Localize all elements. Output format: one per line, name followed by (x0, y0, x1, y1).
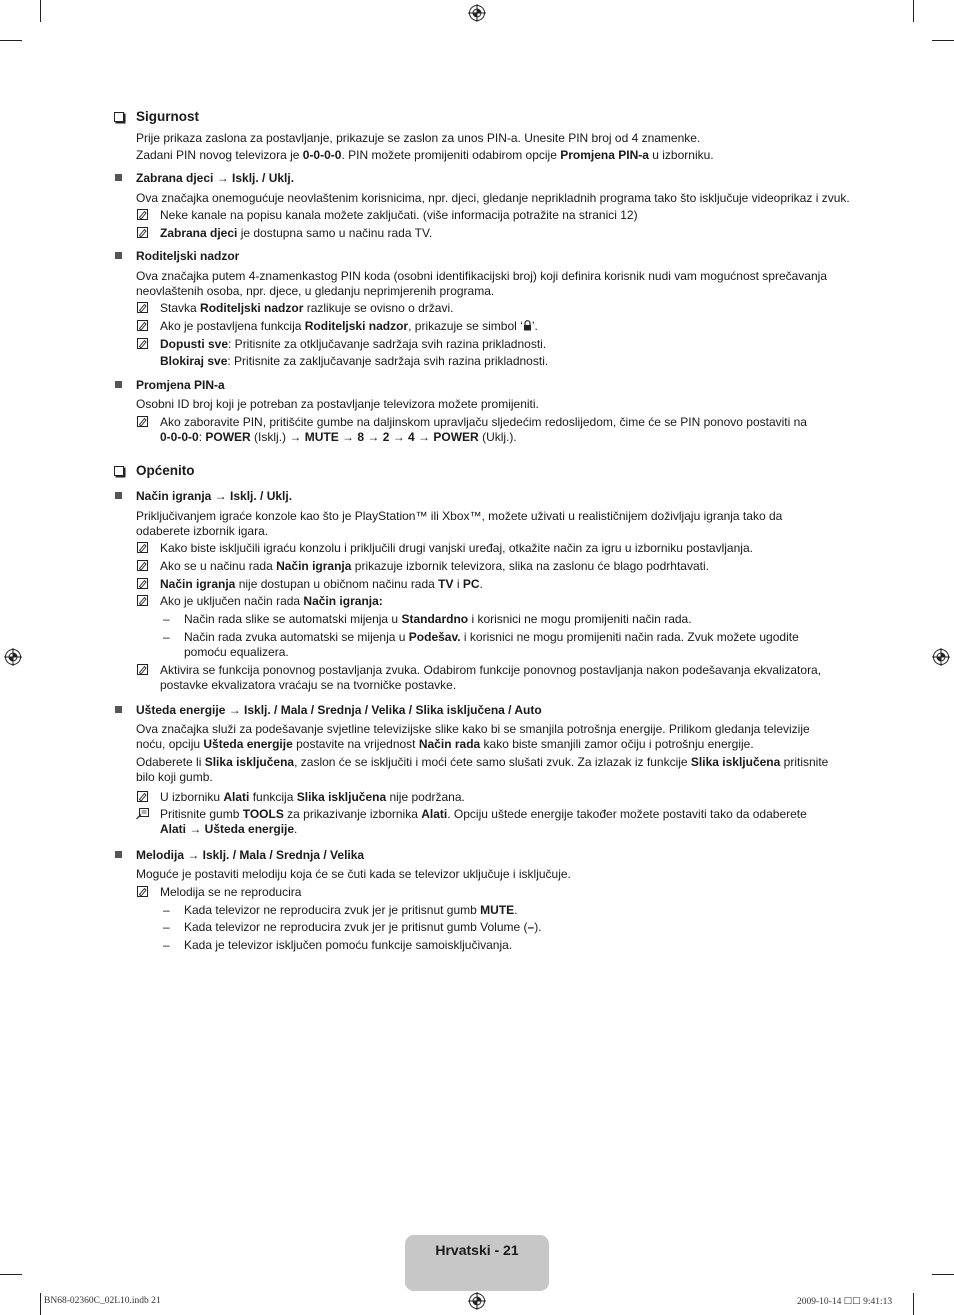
section-title-security: Sigurnost (136, 109, 199, 124)
child-lock-heading: Zabrana djeci → Isklj. / Uklj. (136, 171, 295, 185)
melody-note1: Melodija se ne reproducira (160, 885, 302, 899)
melody-dash2: Kada televizor ne reproducira zvuk jer je pritisnut gumb Volume (–). (184, 920, 542, 934)
game-note4: Ako je uključen način rada Način igranja: (160, 594, 383, 608)
crop-mark (0, 40, 22, 41)
game-dash2-line1: Način rada zvuka automatski se mijenja u Podešav. i korisnici ne mogu promijeniti način rada. Zvuk možete ugodite (184, 630, 799, 644)
crop-mark (932, 1274, 954, 1275)
note-icon (137, 320, 148, 331)
note-icon (137, 209, 148, 220)
parental-note3-block: Blokiraj sve: Pritisnite za zaključavanje sadržaja svih razina prikladnosti. (160, 354, 549, 368)
bullet-square (115, 381, 122, 388)
melody-dash1: Kada televizor ne reproducira zvuk jer je pritisnut gumb MUTE. (184, 903, 518, 917)
dash-bullet: – (163, 938, 170, 952)
game-note5-line1: Aktivira se funkcija ponovnog postavljanja zvuka. Odabirom funkcije ponovnog postavljanja nakon podešavanja ekvalizatora, (160, 663, 822, 677)
bullet-square (115, 492, 122, 499)
energy-saving-heading: Ušteda energije → Isklj. / Mala / Srednja / Velika / Slika isključena / Auto (136, 703, 542, 717)
lock-icon (523, 320, 532, 331)
note-icon (137, 416, 148, 427)
note-icon (137, 227, 148, 238)
note-icon (137, 595, 148, 606)
energy-tools-line2: Alati → Ušteda energije. (160, 822, 298, 836)
pin-change-heading: Promjena PIN-a (136, 378, 225, 392)
pin-change-desc: Osobni ID broj koji je potreban za postavljanje televizora možete promijeniti. (136, 397, 539, 411)
child-lock-note1: Neke kanale na popisu kanala možete zaključati. (više informacija potražite na stranici 12) (160, 208, 638, 222)
note-icon (137, 791, 148, 802)
child-lock-desc: Ova značajka onemogućuje neovlaštenim korisnicima, npr. djeci, gledanje neprikladnih programa tako što isključuje videoprikaz i zvuk. (136, 191, 850, 205)
energy-tools-line1: Pritisnite gumb TOOLS za prikazivanje izbornika Alati. Opciju uštede energije također možete postaviti tako da odaberete (160, 807, 807, 821)
game-dash2-line2: pomoću equalizera. (184, 645, 289, 659)
crop-mark (40, 0, 41, 22)
parental-note3-allow: Dopusti sve: Pritisnite za otključavanje sadržaja svih razina prikladnosti. (160, 337, 547, 351)
note-icon (137, 664, 148, 675)
note-icon (137, 542, 148, 553)
bullet-square (115, 851, 122, 858)
game-note2: Ako se u načinu rada Način igranja prikazuje izbornik televizora, slika na zaslonu će blago podrhtavati. (160, 559, 709, 573)
dash-bullet: – (163, 630, 170, 644)
game-dash1: Način rada slike se automatski mijenja u Standardno i korisnici ne mogu promijeniti način rada. (184, 612, 692, 626)
parental-desc-line2: neovlaštenih osoba, npr. djece, u gledanju neprimjerenih programa. (136, 284, 495, 298)
melody-desc: Moguće je postaviti melodiju koja će se čuti kada se televizor uključuje i isključuje. (136, 867, 571, 881)
page-number-label: Hrvatski - 21 (435, 1242, 519, 1258)
registration-mark-icon (468, 1292, 486, 1310)
crop-mark (913, 0, 914, 22)
note-icon (137, 578, 148, 589)
crop-mark (913, 1293, 914, 1315)
pin-change-note-line2: 0-0-0-0: POWER (Isklj.) → MUTE → 8 → 2 → 4 → POWER (Uklj.). (160, 430, 517, 444)
parental-heading: Roditeljski nadzor (136, 249, 240, 263)
dash-bullet: – (163, 612, 170, 626)
energy-desc-line2: noću, opciju Ušteda energije postavite na vrijednost Način rada kako biste smanjili zamor očiju i potrošnju energije. (136, 737, 754, 751)
energy-desc-line1: Ova značajka služi za podešavanje svjetline televizijske slike kako bi se smanjila potrošnja energije. Prilikom gledanja televizije (136, 722, 810, 736)
bullet-square (115, 174, 122, 181)
tools-icon (136, 808, 149, 820)
dash-bullet: – (163, 920, 170, 934)
child-lock-note2: Zabrana djeci je dostupna samo u načinu rada TV. (160, 226, 433, 240)
energy-desc-line3: Odaberete li Slika isključena, zaslon će se isključiti i moći ćete samo slušati zvuk. Za izlazak iz funkcije Slika isključena pritisnite (136, 755, 829, 769)
note-icon (137, 886, 148, 897)
melody-heading: Melodija → Isklj. / Mala / Srednja / Velika (136, 848, 365, 862)
parental-desc-line1: Ova značajka putem 4-znamenkastog PIN koda (osobni identifikacijski broj) koji definira korisnik nudi vam mogućnost sprečavanja (136, 269, 827, 283)
energy-desc-line4: bilo koji gumb. (136, 770, 213, 784)
registration-mark-icon (4, 648, 22, 666)
parental-note2: Ako je postavljena funkcija Roditeljski nadzor, prikazuje se simbol ‘ ’. (160, 319, 538, 333)
security-intro-line1: Prije prikaza zaslona za postavljanje, prikazuje se zaslon za unos PIN-a. Unesite PIN broj od 4 znamenke. (136, 131, 701, 145)
game-note1: Kako biste isključili igraću konzolu i priključili drugi vanjski uređaj, otkažite način za igru u izborniku postavljanja. (160, 541, 753, 555)
note-icon (137, 560, 148, 571)
pin-change-note-line1: Ako zaboravite PIN, pritišćite gumbe na daljinskom upravljaču sljedećim redoslijedom, čime će se PIN ponovo postaviti na (160, 415, 807, 429)
registration-mark-icon (468, 4, 486, 22)
note-icon (137, 302, 148, 313)
section-checkbox-icon (114, 112, 124, 122)
energy-note1: U izborniku Alati funkcija Slika isključena nije podržana. (160, 790, 465, 804)
security-intro-line2: Zadani PIN novog televizora je 0-0-0-0. PIN možete promijeniti odabirom opcije Promjena PIN-a u izborniku. (136, 148, 714, 162)
game-mode-heading: Način igranja → Isklj. / Uklj. (136, 489, 293, 503)
crop-mark (40, 1293, 41, 1315)
game-desc-line1: Priključivanjem igraće konzole kao što je PlayStation™ ili Xbox™, možete uživati u realističnijem doživljaju igranja tako da (136, 509, 783, 523)
note-icon (137, 338, 148, 349)
registration-mark-icon (932, 648, 950, 666)
game-note5-line2: postavke ekvalizatora vraćaju se na tvorničke postavke. (160, 678, 457, 692)
crop-mark (932, 40, 954, 41)
crop-mark (0, 1274, 22, 1275)
bullet-square (115, 252, 122, 259)
game-note3: Način igranja nije dostupan u običnom načinu rada TV i PC. (160, 577, 483, 591)
section-title-general: Općenito (136, 463, 195, 478)
file-info: BN68-02360C_02L10.indb 21 (44, 1296, 161, 1306)
print-timestamp: 2009-10-14 ☐☐ 9:41:13 (797, 1297, 893, 1307)
melody-dash3: Kada je televizor isključen pomoću funkcije samoisključivanja. (184, 938, 513, 952)
game-desc-line2: odaberete izbornik igara. (136, 524, 269, 538)
dash-bullet: – (163, 903, 170, 917)
section-checkbox-icon (114, 466, 124, 476)
parental-note1: Stavka Roditeljski nadzor razlikuje se ovisno o državi. (160, 301, 454, 315)
bullet-square (115, 706, 122, 713)
